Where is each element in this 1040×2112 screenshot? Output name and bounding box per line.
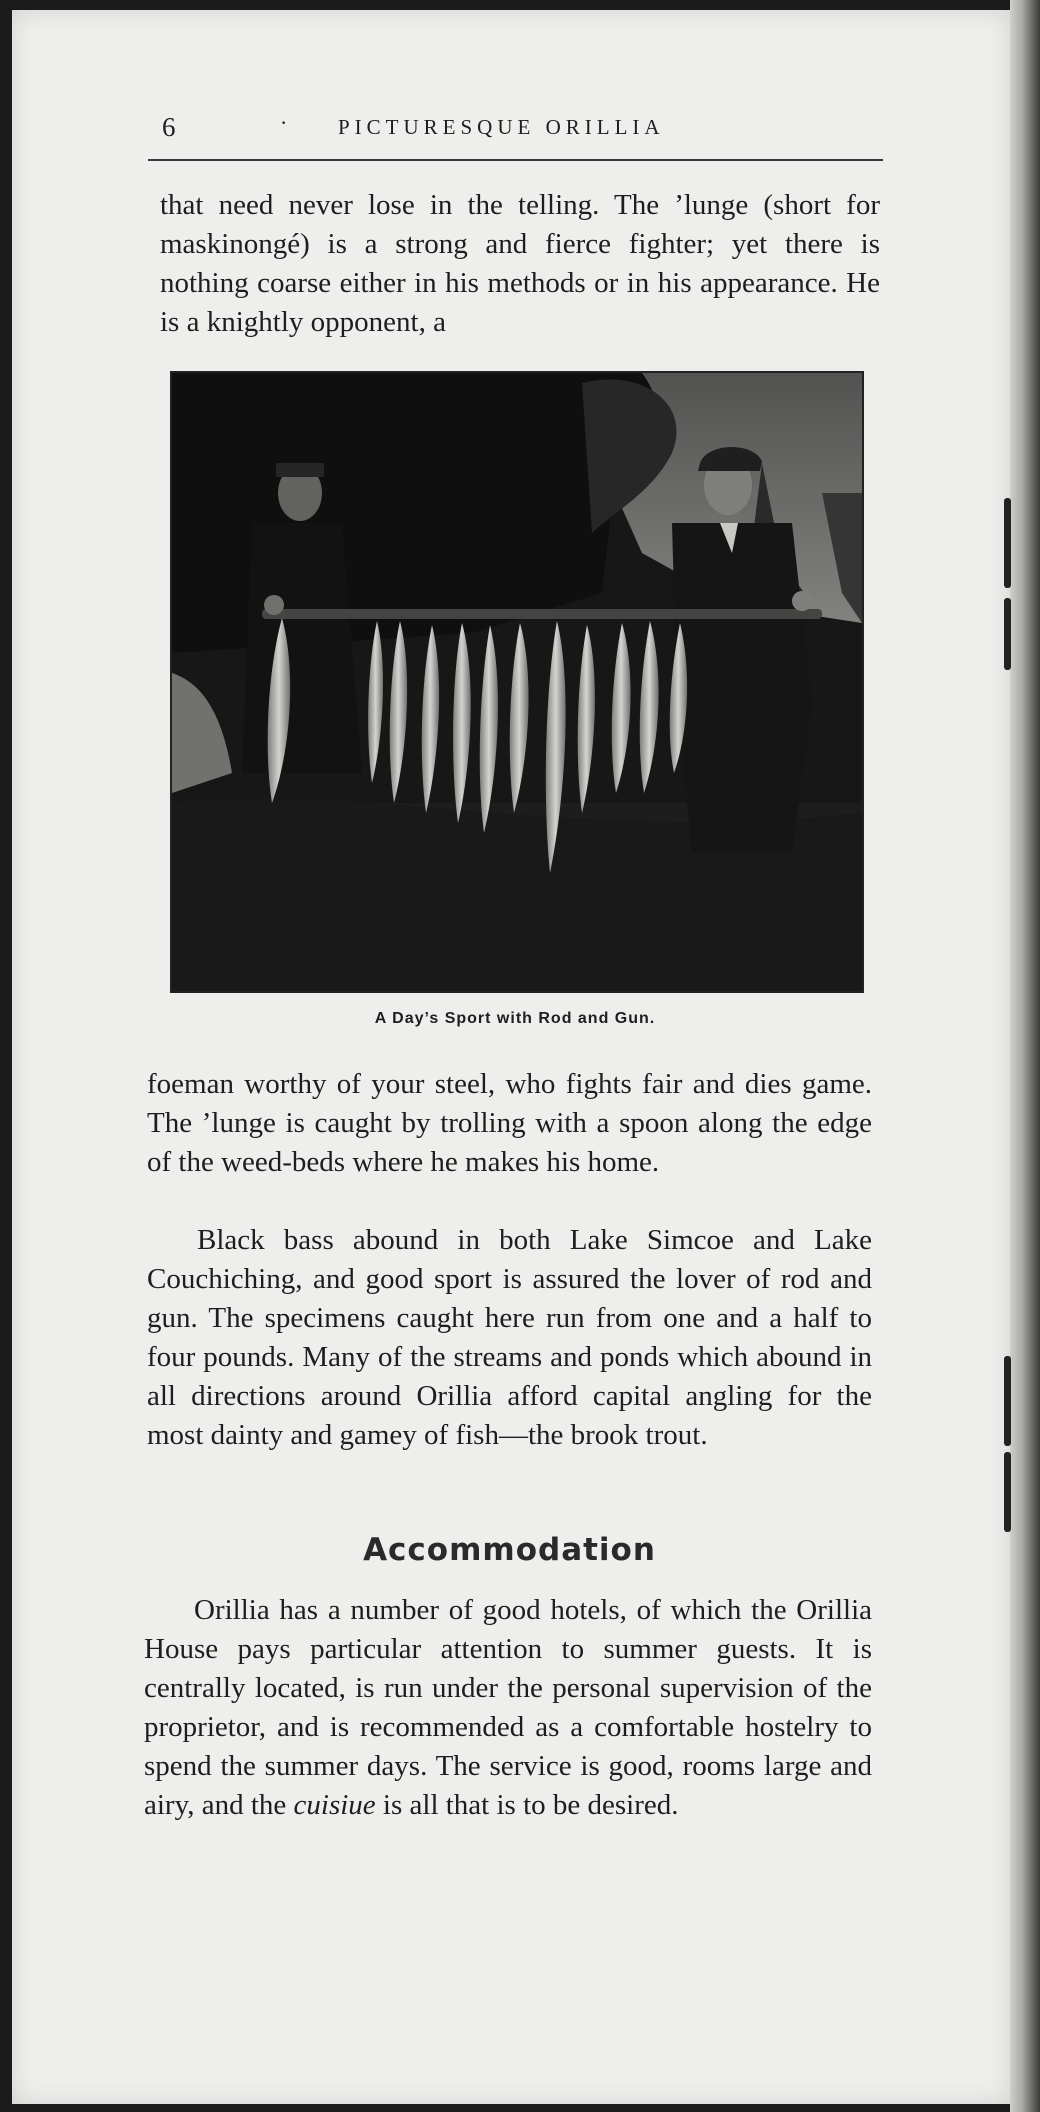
page-edge [1010, 0, 1040, 2112]
paragraph-text: is all that is to be desired. [382, 1789, 679, 1821]
scan-mark [1004, 1452, 1011, 1532]
page-header [162, 112, 882, 152]
header-dot: · [280, 110, 288, 135]
paragraph-text: Orillia has a number of good hotels, of which the Orillia House pays particular attention to summer guests. It is centrally located, is run under the personal supervision of the proprietor, and is recommended as a comfortable hostelry to spend the summer days. The service is good, rooms large and airy, and the [144, 1594, 872, 1821]
scan-mark [1004, 1356, 1011, 1446]
paragraph [144, 1591, 872, 1825]
section-heading: Accommodation [363, 1532, 656, 1568]
italic-word: cuisiue [293, 1789, 376, 1821]
photograph [170, 371, 864, 993]
paragraph: Black bass abound in both Lake Simcoe and Lake Couchiching, and good sport is assured the lover of rod and gun. The specimens caught here run from one and a half to four pounds. Many of the streams and ponds which abound in all directions around Orillia afford capital angling for the most dainty and gamey of fish—the brook trout. [147, 1224, 872, 1451]
photograph-two-men-with-fish-string-icon [172, 373, 862, 991]
running-title: PICTURESQUE ORILLIA [338, 115, 665, 139]
scan-mark [1004, 598, 1011, 670]
header-rule [148, 159, 883, 161]
scan-mark [1004, 498, 1011, 588]
page-number: 6 [162, 112, 177, 142]
paragraph-continued: that need never lose in the telling. The ’lunge (short for maskinongé) is a strong and fierce fighter; yet there is nothing coarse either in his methods or in his appearance. He is a knightly opponent, a [160, 189, 880, 338]
photo-caption: A Day’s Sport with Rod and Gun. [374, 1010, 656, 1027]
paragraph: foeman worthy of your steel, who fights fair and dies game. The ’lunge is caught by trolling with a spoon along the edge of the weed-beds where he makes his home. [147, 1068, 872, 1178]
